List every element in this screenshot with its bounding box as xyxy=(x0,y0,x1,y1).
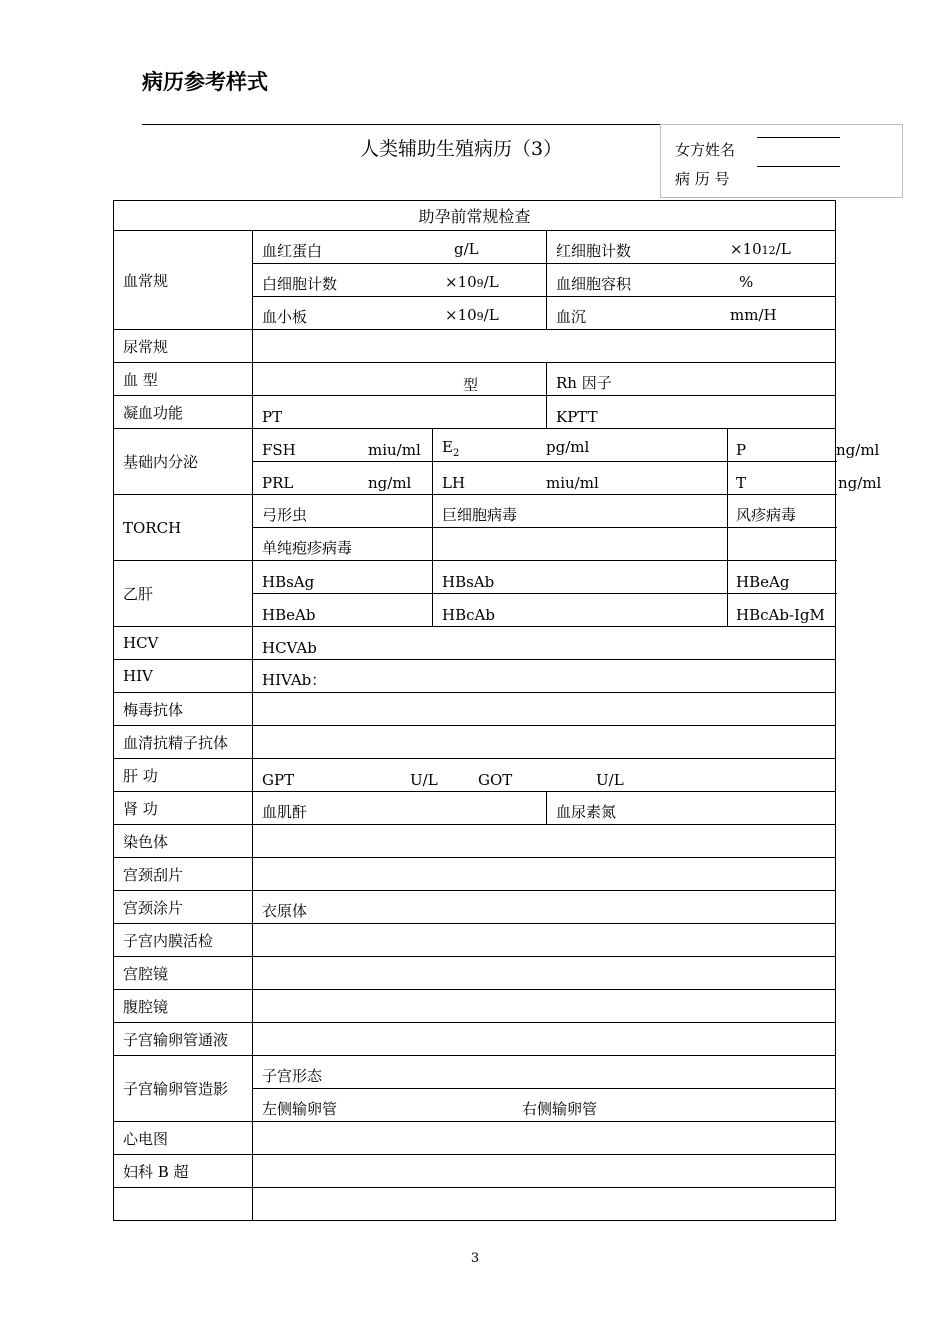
row-label-torch: TORCH xyxy=(114,495,253,561)
row-label-hydrotubation: 子宫输卵管通液 xyxy=(114,1023,253,1056)
hbsab-label: HBsAb xyxy=(442,573,495,591)
hcv-cell[interactable] xyxy=(253,627,836,660)
hsv-label: 单纯疱疹病毒 xyxy=(262,539,353,557)
table-row xyxy=(114,858,836,891)
hemoglobin-cell[interactable] xyxy=(253,231,547,264)
rubella-cell[interactable] xyxy=(728,495,836,528)
table-row xyxy=(114,231,836,264)
bun-cell[interactable] xyxy=(547,792,836,825)
patient-name-field[interactable] xyxy=(757,137,840,138)
urine-value-cell[interactable] xyxy=(253,330,836,363)
hbcab-cell[interactable] xyxy=(433,594,728,627)
row-label-hcv: HCV xyxy=(114,627,253,660)
cmv-label: 巨细胞病毒 xyxy=(442,506,518,524)
pre-ivf-exam-table xyxy=(113,200,882,1221)
plt-label: 血小板 xyxy=(262,308,308,326)
rbc-label: 红细胞计数 xyxy=(556,242,632,260)
gpt-unit: U/L xyxy=(410,771,438,789)
table-row xyxy=(114,759,836,792)
wbc-unit-exp: 9 xyxy=(476,277,484,290)
t-cell[interactable] xyxy=(728,462,882,495)
patient-id-box xyxy=(660,124,903,198)
row-label-hsg: 子宫输卵管造影 xyxy=(114,1056,253,1122)
rh-label: Rh 因子 xyxy=(556,374,612,392)
hct-label: 血细胞容积 xyxy=(556,275,632,293)
tubes-cell[interactable] xyxy=(253,1089,836,1122)
torch-empty-cell-1[interactable] xyxy=(433,528,728,561)
hsv-cell[interactable] xyxy=(253,528,433,561)
fsh-cell[interactable] xyxy=(253,429,433,462)
plt-unit-post: /L xyxy=(483,306,499,324)
creatinine-label: 血肌酐 xyxy=(262,803,308,821)
document-header-label: 病历参考样式 xyxy=(142,70,268,94)
hbsag-label: HBsAg xyxy=(262,573,315,591)
table-row xyxy=(114,429,836,462)
row-label-blood-type: 血 型 xyxy=(114,363,253,396)
endometrial-cell[interactable] xyxy=(253,924,836,957)
got-unit: U/L xyxy=(596,771,624,789)
hbeag-label: HBeAg xyxy=(736,573,790,591)
e2-label: E xyxy=(442,438,453,456)
lh-cell[interactable] xyxy=(433,462,728,495)
lh-unit: miu/ml xyxy=(546,474,599,492)
hct-unit: % xyxy=(739,273,754,291)
bun-label: 血尿素氮 xyxy=(556,803,617,821)
rbc-unit-exp: 12 xyxy=(761,244,776,257)
table-row xyxy=(114,561,836,594)
hiv-value: HIVAb： xyxy=(262,671,327,689)
table-row xyxy=(114,1056,836,1089)
plt-unit-pre: ×10 xyxy=(445,306,477,324)
plt-cell[interactable] xyxy=(253,297,547,330)
row-label-liver: 肝 功 xyxy=(114,759,253,792)
row-label-hiv: HIV xyxy=(114,660,253,693)
rbc-unit-post: /L xyxy=(775,240,791,258)
row-label-endocrine: 基础内分泌 xyxy=(114,429,253,495)
laparoscopy-cell[interactable] xyxy=(253,990,836,1023)
hbeab-cell[interactable] xyxy=(253,594,433,627)
row-label-cervical-smear: 宫颈涂片 xyxy=(114,891,253,924)
hysteroscopy-cell[interactable] xyxy=(253,957,836,990)
patient-name-label: 女方姓名 xyxy=(675,141,736,159)
pt-label: PT xyxy=(262,408,283,426)
page-number: 3 xyxy=(470,1251,480,1266)
hemoglobin-unit: g/L xyxy=(454,240,479,258)
bscan-cell[interactable] xyxy=(253,1155,836,1188)
hct-cell[interactable] xyxy=(547,264,836,297)
row-label-blank[interactable] xyxy=(114,1188,253,1221)
row-label-laparoscopy: 腹腔镜 xyxy=(114,990,253,1023)
hiv-cell[interactable] xyxy=(253,660,836,693)
cervical-smear-cell[interactable] xyxy=(253,891,836,924)
pt-cell[interactable] xyxy=(253,396,547,429)
creatinine-cell[interactable] xyxy=(253,792,547,825)
blank-cell[interactable] xyxy=(253,1188,836,1221)
hbcabigm-label: HBcAb-IgM xyxy=(736,606,825,624)
table-row xyxy=(114,891,836,924)
kptt-cell[interactable] xyxy=(547,396,836,429)
cervical-scrape-cell[interactable] xyxy=(253,858,836,891)
hbsag-cell[interactable] xyxy=(253,561,433,594)
table-row xyxy=(114,627,836,660)
table-row xyxy=(114,396,836,429)
wbc-unit-pre: ×10 xyxy=(445,273,477,291)
e2-subscript: 2 xyxy=(452,448,460,459)
row-label-syphilis: 梅毒抗体 xyxy=(114,693,253,726)
chlamydia-label: 衣原体 xyxy=(262,902,308,920)
row-label-hysteroscopy: 宫腔镜 xyxy=(114,957,253,990)
esr-cell[interactable] xyxy=(547,297,836,330)
toxo-cell[interactable] xyxy=(253,495,433,528)
hbcabigm-cell[interactable] xyxy=(728,594,836,627)
table-row xyxy=(114,957,836,990)
prl-label: PRL xyxy=(262,474,294,492)
right-tube-label: 右侧输卵管 xyxy=(522,1100,598,1118)
wbc-label: 白细胞计数 xyxy=(262,275,338,293)
table-row xyxy=(114,726,836,759)
row-label-asab: 血清抗精子抗体 xyxy=(114,726,253,759)
uterus-shape-label: 子宫形态 xyxy=(262,1067,323,1085)
table-row xyxy=(114,1023,836,1056)
p-cell[interactable] xyxy=(728,429,880,462)
page-title: 人类辅助生殖病历（3） xyxy=(360,138,563,160)
rbc-unit-pre: ×10 xyxy=(730,240,762,258)
row-label-bscan: 妇科 B 超 xyxy=(114,1155,253,1188)
hydrotubation-cell[interactable] xyxy=(253,1023,836,1056)
blood-type-suffix: 型 xyxy=(463,376,479,394)
plt-unit-exp: 9 xyxy=(476,310,484,323)
record-number-label: 病 历 号 xyxy=(675,170,730,188)
table-row xyxy=(114,693,836,726)
fsh-unit: miu/ml xyxy=(368,441,421,459)
p-unit: ng/ml xyxy=(836,441,880,459)
asab-cell[interactable] xyxy=(253,726,836,759)
esr-unit: mm/H xyxy=(730,306,777,324)
table-row xyxy=(114,1155,836,1188)
table-row xyxy=(114,495,836,528)
e2-unit: pg/ml xyxy=(546,438,590,456)
row-label-coag: 凝血功能 xyxy=(114,396,253,429)
wbc-cell[interactable] xyxy=(253,264,547,297)
rh-cell[interactable] xyxy=(547,363,836,396)
hemoglobin-label: 血红蛋白 xyxy=(262,242,323,260)
table-row xyxy=(114,1122,836,1155)
row-label-blood-routine: 血常规 xyxy=(114,231,253,330)
blood-type-cell[interactable] xyxy=(253,363,547,396)
row-label-hbv: 乙肝 xyxy=(114,561,253,627)
left-tube-label: 左侧输卵管 xyxy=(262,1100,338,1118)
row-label-cervical-scrape: 宫颈刮片 xyxy=(114,858,253,891)
record-number-field[interactable] xyxy=(757,166,840,167)
hbeag-cell[interactable] xyxy=(728,561,836,594)
rubella-label: 风疹病毒 xyxy=(736,506,797,524)
fsh-label: FSH xyxy=(262,441,296,459)
section-title: 助孕前常规检查 xyxy=(114,201,836,231)
table-row xyxy=(114,825,836,858)
uterus-shape-cell[interactable] xyxy=(253,1056,836,1089)
gpt-label: GPT xyxy=(262,771,295,789)
table-row xyxy=(114,1188,836,1221)
table-row xyxy=(114,330,836,363)
toxo-label: 弓形虫 xyxy=(262,506,308,524)
table-row xyxy=(114,201,836,231)
hbcab-label: HBcAb xyxy=(442,606,495,624)
cmv-cell[interactable] xyxy=(433,495,728,528)
row-label-endometrial: 子宫内膜活检 xyxy=(114,924,253,957)
syphilis-cell[interactable] xyxy=(253,693,836,726)
table-row xyxy=(114,924,836,957)
hbeab-label: HBeAb xyxy=(262,606,316,624)
row-label-urine: 尿常规 xyxy=(114,330,253,363)
table-row xyxy=(114,990,836,1023)
prl-unit: ng/ml xyxy=(368,474,412,492)
row-label-kidney: 肾 功 xyxy=(114,792,253,825)
table-row xyxy=(114,660,836,693)
lh-label: LH xyxy=(442,474,466,492)
wbc-unit-post: /L xyxy=(483,273,499,291)
ecg-cell[interactable] xyxy=(253,1122,836,1155)
liver-cell[interactable] xyxy=(253,759,836,792)
hcv-value: HCVAb xyxy=(262,639,317,657)
p-label: P xyxy=(736,441,747,459)
prl-cell[interactable] xyxy=(253,462,433,495)
esr-label: 血沉 xyxy=(556,308,587,326)
row-label-ecg: 心电图 xyxy=(114,1122,253,1155)
row-label-chromosome: 染色体 xyxy=(114,825,253,858)
t-label: T xyxy=(736,474,747,492)
e2-cell[interactable] xyxy=(433,429,728,462)
t-unit: ng/ml xyxy=(838,474,882,492)
chromosome-cell[interactable] xyxy=(253,825,836,858)
table-row xyxy=(114,792,836,825)
kptt-label: KPTT xyxy=(556,408,598,426)
got-label: GOT xyxy=(478,771,513,789)
hbsab-cell[interactable] xyxy=(433,561,728,594)
header-rule xyxy=(142,124,662,125)
table-row xyxy=(114,363,836,396)
rbc-cell[interactable] xyxy=(547,231,836,264)
torch-empty-cell-2[interactable] xyxy=(728,528,836,561)
